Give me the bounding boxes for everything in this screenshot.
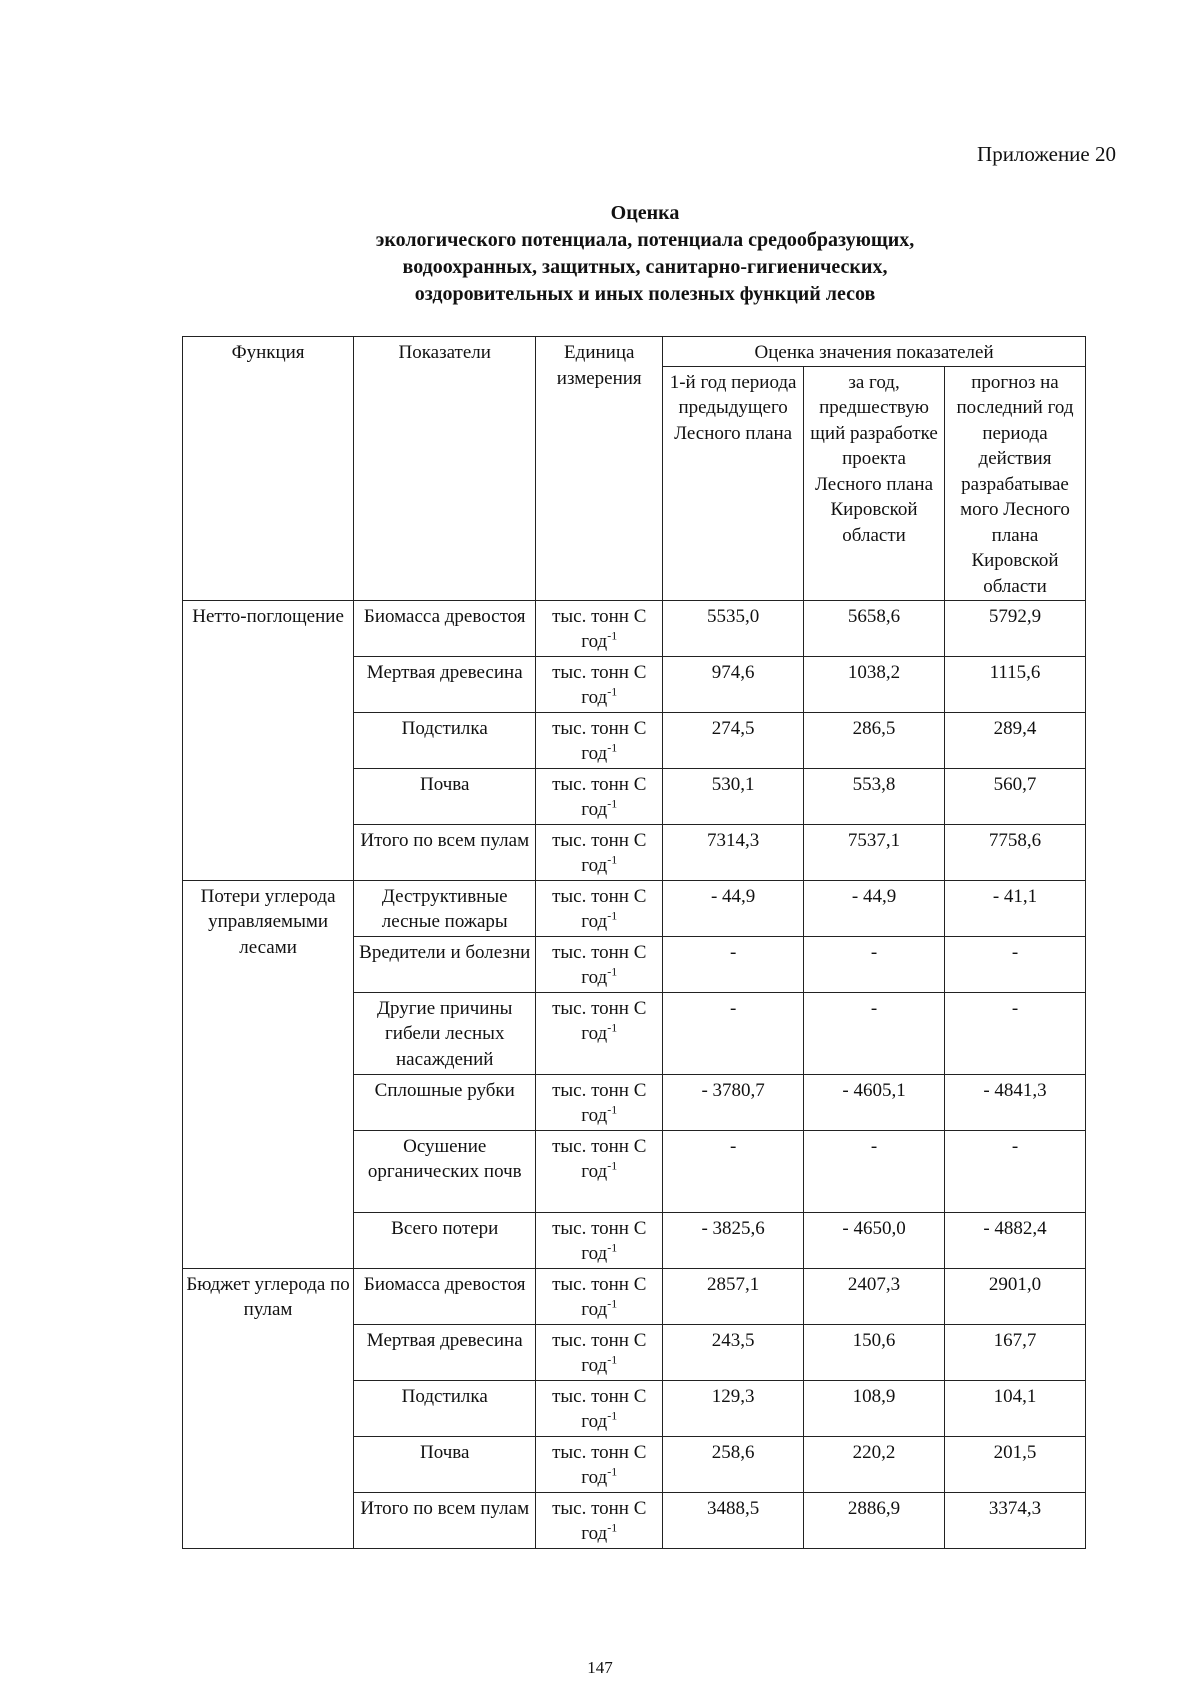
unit-cell	[536, 712, 663, 768]
function-cell: Бюджет углерода по пулам	[183, 1268, 354, 1548]
header-col-first-year: 1-й год периода предыдущего Лесного плана	[663, 366, 804, 600]
value-cell-1: -	[663, 1130, 804, 1212]
appendix-label: Приложение 20	[977, 142, 1116, 166]
value-cell-2: -	[804, 1130, 945, 1212]
unit-cell	[536, 936, 663, 992]
value-cell-3: 167,7	[945, 1324, 1086, 1380]
unit-base: тыс. тонн С год	[552, 1497, 647, 1544]
value-cell-2: 5658,6	[804, 600, 945, 656]
unit-base: тыс. тонн С год	[552, 997, 647, 1044]
unit-cell	[536, 1130, 663, 1212]
indicator-cell: Мертвая древесина	[354, 1324, 536, 1380]
unit-base: тыс. тонн С год	[552, 1135, 647, 1182]
value-cell-3: - 4882,4	[945, 1212, 1086, 1268]
unit-cell	[536, 992, 663, 1074]
unit-base: тыс. тонн С год	[552, 1217, 647, 1264]
table-row	[183, 1268, 1086, 1324]
unit-cell	[536, 1324, 663, 1380]
unit-cell	[536, 656, 663, 712]
value-cell-3: 560,7	[945, 768, 1086, 824]
value-cell-2: 220,2	[804, 1436, 945, 1492]
value-cell-2: 108,9	[804, 1380, 945, 1436]
document-title	[160, 200, 1130, 308]
function-cell: Потери углерода управляемыми лесами	[183, 880, 354, 1268]
value-cell-1: 3488,5	[663, 1492, 804, 1548]
indicator-cell: Почва	[354, 768, 536, 824]
unit-exponent: -1	[607, 796, 618, 811]
header-indicators: Показатели	[354, 337, 536, 601]
value-cell-3: 5792,9	[945, 600, 1086, 656]
unit-exponent: -1	[607, 740, 618, 755]
value-cell-2: 1038,2	[804, 656, 945, 712]
unit-exponent: -1	[607, 1296, 618, 1311]
unit-exponent: -1	[607, 684, 618, 699]
unit-exponent: -1	[607, 852, 618, 867]
value-cell-2: 150,6	[804, 1324, 945, 1380]
unit-cell	[536, 1436, 663, 1492]
unit-exponent: -1	[607, 1240, 618, 1255]
unit-exponent: -1	[607, 1408, 618, 1423]
indicator-cell: Биомасса древостоя	[354, 1268, 536, 1324]
value-cell-3: -	[945, 1130, 1086, 1212]
value-cell-1: -	[663, 936, 804, 992]
title-line-1: Оценка	[610, 202, 680, 224]
unit-base: тыс. тонн С год	[552, 717, 647, 764]
value-cell-3: 289,4	[945, 712, 1086, 768]
value-cell-1: 5535,0	[663, 600, 804, 656]
unit-base: тыс. тонн С год	[552, 941, 647, 988]
unit-base: тыс. тонн С год	[552, 1441, 647, 1488]
value-cell-2: 286,5	[804, 712, 945, 768]
indicator-cell: Подстилка	[354, 712, 536, 768]
unit-cell	[536, 600, 663, 656]
value-cell-1: 258,6	[663, 1436, 804, 1492]
unit-base: тыс. тонн С год	[552, 1385, 647, 1432]
value-cell-1: 2857,1	[663, 1268, 804, 1324]
unit-base: тыс. тонн С год	[552, 605, 647, 652]
value-cell-3: 104,1	[945, 1380, 1086, 1436]
indicator-cell: Сплошные рубки	[354, 1074, 536, 1130]
unit-exponent: -1	[607, 1020, 618, 1035]
indicator-cell: Биомасса древостоя	[354, 600, 536, 656]
value-cell-3: -	[945, 992, 1086, 1074]
indicator-cell: Вредители и болезни	[354, 936, 536, 992]
value-cell-3: 2901,0	[945, 1268, 1086, 1324]
unit-cell	[536, 768, 663, 824]
value-cell-2: 2407,3	[804, 1268, 945, 1324]
unit-exponent: -1	[607, 964, 618, 979]
header-col-previous-year: за год, предшествую щий разработке проекта Лесного плана Кировской области	[804, 366, 945, 600]
indicator-cell: Другие причины гибели лесных насаждений	[354, 992, 536, 1074]
function-cell: Нетто-поглощение	[183, 600, 354, 880]
value-cell-1: 974,6	[663, 656, 804, 712]
unit-base: тыс. тонн С год	[552, 661, 647, 708]
value-cell-2: -	[804, 992, 945, 1074]
indicator-cell: Всего потери	[354, 1212, 536, 1268]
unit-base: тыс. тонн С год	[552, 885, 647, 932]
value-cell-3: 1115,6	[945, 656, 1086, 712]
title-line-4: оздоровительных и иных полезных функций лесов	[414, 283, 876, 305]
value-cell-3: 3374,3	[945, 1492, 1086, 1548]
unit-cell	[536, 1268, 663, 1324]
unit-cell	[536, 1380, 663, 1436]
value-cell-1: 274,5	[663, 712, 804, 768]
table-row	[183, 880, 1086, 936]
value-cell-3: - 41,1	[945, 880, 1086, 936]
value-cell-1: 7314,3	[663, 824, 804, 880]
indicator-cell: Итого по всем пулам	[354, 1492, 536, 1548]
value-cell-2: -	[804, 936, 945, 992]
value-cell-2: - 4605,1	[804, 1074, 945, 1130]
value-cell-3: - 4841,3	[945, 1074, 1086, 1130]
value-cell-1: 243,5	[663, 1324, 804, 1380]
header-col-forecast: прогноз на последний год периода действия разрабатывае мого Лесного плана Кировской области	[945, 366, 1086, 600]
header-assessment: Оценка значения показателей	[663, 337, 1086, 367]
value-cell-1: - 3780,7	[663, 1074, 804, 1130]
unit-exponent: -1	[607, 1102, 618, 1117]
indicator-cell: Осушение органических почв	[354, 1130, 536, 1212]
value-cell-1: - 3825,6	[663, 1212, 804, 1268]
indicator-cell: Мертвая древесина	[354, 656, 536, 712]
unit-base: тыс. тонн С год	[552, 829, 647, 876]
value-cell-2: 7537,1	[804, 824, 945, 880]
value-cell-2: 2886,9	[804, 1492, 945, 1548]
unit-cell	[536, 880, 663, 936]
value-cell-1: -	[663, 992, 804, 1074]
indicator-cell: Почва	[354, 1436, 536, 1492]
table-body	[183, 600, 1086, 1548]
header-function: Функция	[183, 337, 354, 601]
unit-cell	[536, 1492, 663, 1548]
page-number: 147	[587, 1658, 613, 1677]
unit-exponent: -1	[607, 1520, 618, 1535]
value-cell-2: - 44,9	[804, 880, 945, 936]
indicator-cell: Деструктивные лесные пожары	[354, 880, 536, 936]
indicator-cell: Подстилка	[354, 1380, 536, 1436]
indicator-cell: Итого по всем пулам	[354, 824, 536, 880]
unit-base: тыс. тонн С год	[552, 1329, 647, 1376]
value-cell-1: 530,1	[663, 768, 804, 824]
value-cell-3: 7758,6	[945, 824, 1086, 880]
unit-exponent: -1	[607, 1464, 618, 1479]
unit-exponent: -1	[607, 628, 618, 643]
title-line-3: водоохранных, защитных, санитарно-гигиенических,	[402, 256, 888, 278]
unit-exponent: -1	[607, 908, 618, 923]
value-cell-2: 553,8	[804, 768, 945, 824]
value-cell-3: -	[945, 936, 1086, 992]
unit-cell	[536, 1212, 663, 1268]
value-cell-3: 201,5	[945, 1436, 1086, 1492]
title-line-2: экологического потенциала, потенциала средообразующих,	[375, 229, 915, 251]
header-unit: Единица измерения	[536, 337, 663, 601]
unit-cell	[536, 824, 663, 880]
value-cell-1: - 44,9	[663, 880, 804, 936]
unit-exponent: -1	[607, 1352, 618, 1367]
unit-base: тыс. тонн С год	[552, 773, 647, 820]
unit-base: тыс. тонн С год	[552, 1273, 647, 1320]
value-cell-2: - 4650,0	[804, 1212, 945, 1268]
unit-exponent: -1	[607, 1158, 618, 1173]
unit-cell	[536, 1074, 663, 1130]
table-row	[183, 600, 1086, 656]
unit-base: тыс. тонн С год	[552, 1079, 647, 1126]
value-cell-1: 129,3	[663, 1380, 804, 1436]
assessment-table	[182, 336, 1086, 1549]
